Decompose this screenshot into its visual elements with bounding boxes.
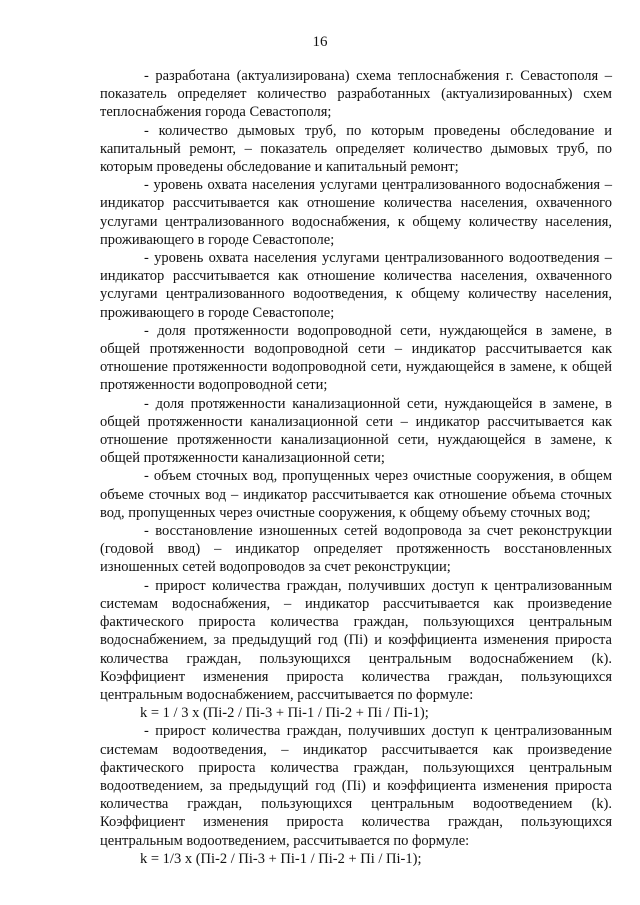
page-number: 16	[312, 34, 328, 50]
paragraph-wastewater-treatment: - объем сточных вод, пропущенных через очистные сооружения, в общем объеме сточных вод – индикатор рассчитывается как отношение объема сточных вод, пропущенных через очистные сооружения, к общему объему сточных вод;	[100, 468, 612, 521]
paragraph-heat-supply-scheme: - разработана (актуализирована) схема теплоснабжения г. Севастополя – показатель определяет количество разработанных (актуализированных) схем теплоснабжения города Севастополя;	[100, 68, 612, 121]
paragraph-chimneys: - количество дымовых труб, по которым проведены обследование и капитальный ремонт, – показатель определяет количество дымовых труб, по которым проведены обследование и капитальный ремонт;	[100, 122, 612, 176]
paragraph-sewer-network-replacement: - доля протяженности канализационной сети, нуждающейся в замене, в общей протяженности канализационной сети – индикатор рассчитывается как отношение протяженности канализационной сети, нуждающейся в замене, к общей протяженности канализационной сети;	[100, 395, 612, 467]
paragraph-water-supply-coverage: - уровень охвата населения услугами централизованного водоснабжения – индикатор рассчитывается как отношение количества населения, охваченного услугами централизованного водоснабжения, к общему количеству населения, проживающего в городе Севастополе;	[100, 177, 612, 248]
paragraph-sewerage-access-growth: - прирост количества граждан, получивших доступ к централизованным системам водоотведения, – индикатор рассчитывается как произведение фактического прироста количества граждан, пользующихся центральным водоотведением, за предыдущий год (Пi) и коэффициента изменения прироста количества граждан, пользующихся центральным водоотведением (k). Коэффициент изменения прироста количества граждан, пользующихся центральным водоотведением, рассчитывается по формуле:	[100, 723, 612, 849]
document-body	[100, 67, 612, 868]
formula-water-supply: k = 1 / 3 x (Пi-2 / Пi-3 + Пi-1 / Пi-2 + Пi / Пi-1);	[140, 705, 429, 722]
paragraph-water-network-replacement: - доля протяженности водопроводной сети, нуждающейся в замене, в общей протяженности водопроводной сети – индикатор рассчитывается как отношение протяженности водопроводной сети, нуждающейся в замене, к общей протяженности водопроводной сети;	[100, 322, 612, 394]
paragraph-water-supply-access-growth: - прирост количества граждан, получивших доступ к централизованным системам водоснабжения, – индикатор рассчитывается как произведение фактического прироста количества граждан, пользующихся центральным водоснабжением, за предыдущий год (Пi) и коэффициента изменения прироста количества граждан, пользующихся центральным водоснабжением (k). Коэффициент изменения прироста количества граждан, пользующихся центральным водоснабжением, рассчитывается по формуле:	[100, 577, 612, 703]
formula-sewerage: k = 1/3 x (Пi-2 / Пi-3 + Пi-1 / Пi-2 + Пi / Пi-1);	[140, 850, 422, 867]
paragraph-network-restoration: - восстановление изношенных сетей водопровода за счет реконструкции (годовой ввод) – индикатор определяет протяженность восстановленных изношенных сетей водопроводов за счет реконструкции;	[100, 523, 612, 576]
paragraph-sewerage-coverage: - уровень охвата населения услугами централизованного водоотведения – индикатор рассчитывается как отношение количества населения, охваченного услугами централизованного водоотведения, к общему количеству населения, проживающего в городе Севастополе;	[100, 250, 612, 321]
